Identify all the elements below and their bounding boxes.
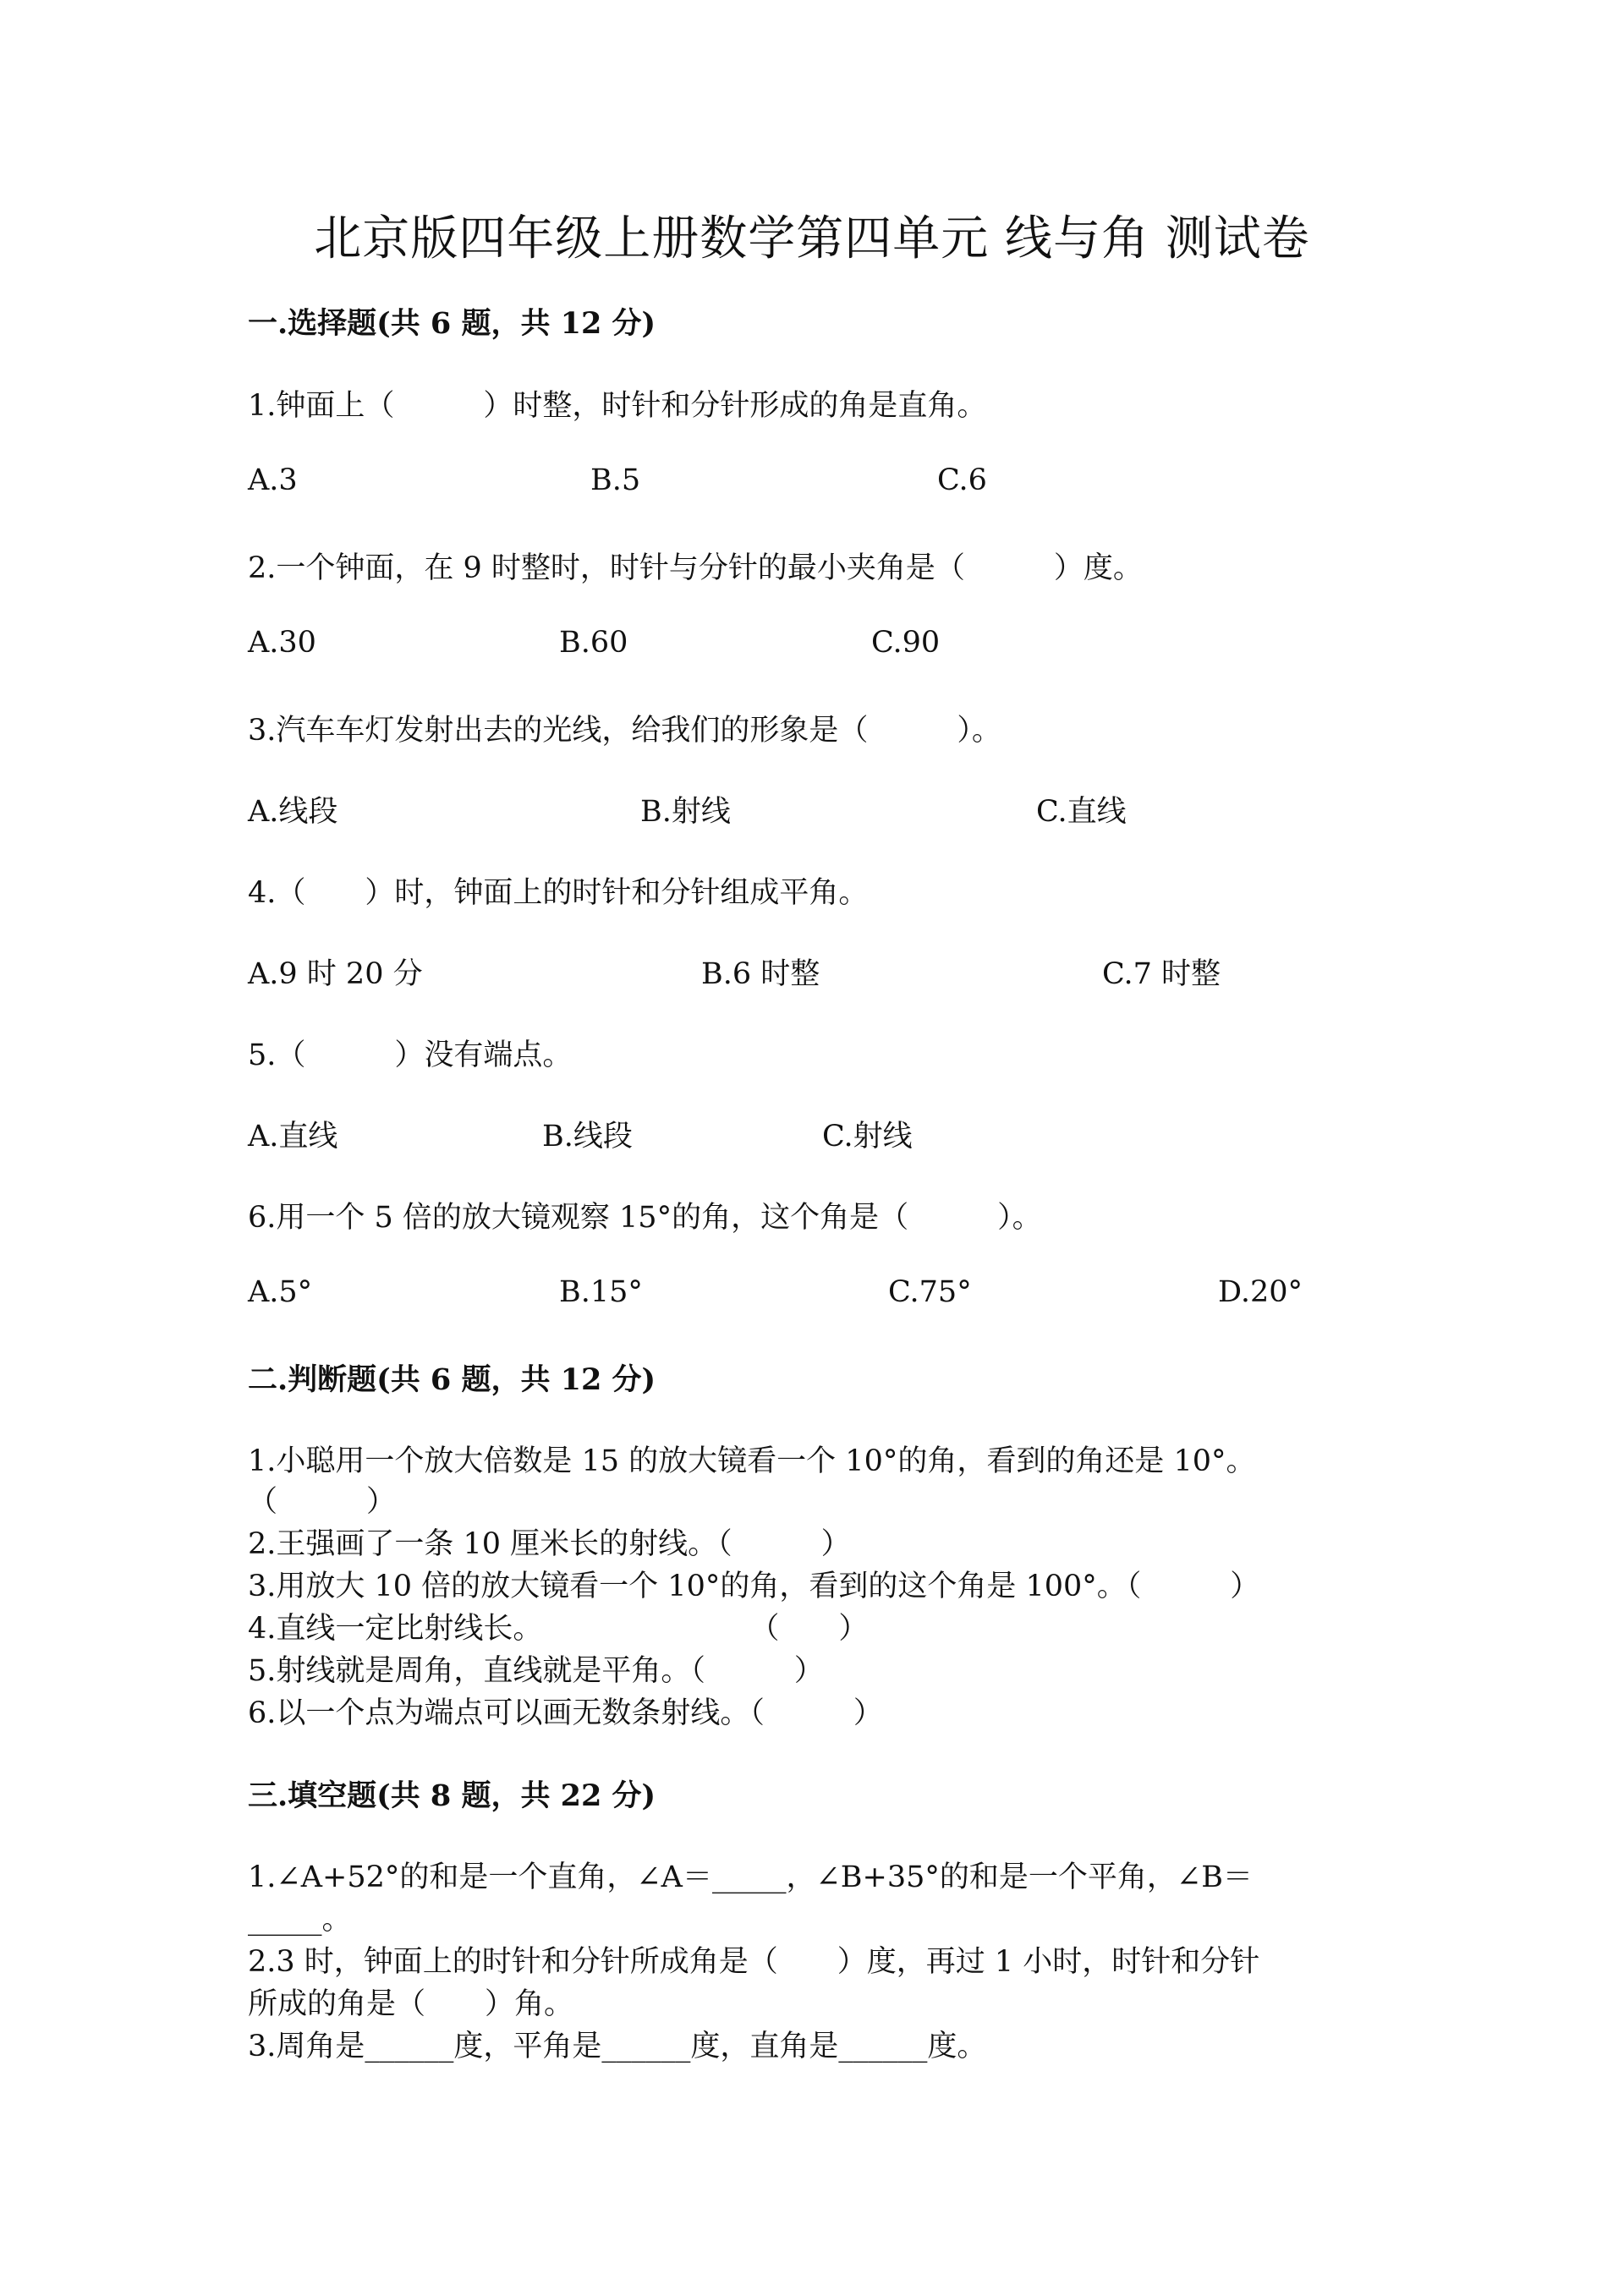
q4-option-c: C.7 时整: [1102, 957, 1221, 991]
q1-option-a: A.3: [248, 463, 298, 497]
q2-option-a: A.30: [248, 626, 316, 660]
q6-option-a: A.5°: [248, 1275, 313, 1309]
fill-line-2: 2.3 时，钟面上的时针和分针所成角是（ ）度，再过 1 小时，时针和分针: [248, 1945, 1260, 1979]
judgement-line-1: 1.小聪用一个放大倍数是 15 的放大镜看一个 10°的角，看到的角还是 10°。: [248, 1444, 1256, 1478]
q5-option-a: A.直线: [248, 1120, 338, 1153]
q2-option-b: B.60: [559, 626, 628, 660]
section-heading-judgement: 二.判断题(共 6 题，共 12 分): [248, 1362, 656, 1397]
question-6: 6.用一个 5 倍的放大镜观察 15°的角，这个角是（ ）。: [248, 1201, 1042, 1235]
question-4: 4.（ ）时，钟面上的时针和分针组成平角。: [248, 876, 869, 910]
q2-option-c: C.90: [871, 626, 941, 660]
question-2: 2.一个钟面，在 9 时整时，时针与分针的最小夹角是（ ）度。: [248, 551, 1143, 585]
q6-option-d: D.20°: [1218, 1275, 1303, 1309]
section-heading-choice: 一.选择题(共 6 题，共 12 分): [248, 306, 656, 341]
judgement-line-3: 3.用放大 10 倍的放大镜看一个 10°的角，看到的这个角是 100°。（ ）: [248, 1570, 1260, 1603]
fill-line-1-cont: _____。: [248, 1903, 352, 1937]
fill-line-1: 1.∠A+52°的和是一个直角，∠A＝_____，∠B+35°的和是一个平角，∠B＝: [248, 1860, 1253, 1894]
q3-option-c: C.直线: [1036, 795, 1127, 829]
fill-line-3: 3.周角是______度，平角是______度，直角是______度。: [248, 2030, 987, 2063]
q6-option-b: B.15°: [559, 1275, 643, 1309]
q5-option-c: C.射线: [822, 1120, 913, 1153]
q1-option-b: B.5: [590, 463, 641, 497]
judgement-line-5: 5.射线就是周角，直线就是平角。（ ）: [248, 1654, 824, 1688]
q6-option-c: C.75°: [888, 1275, 972, 1309]
judgement-line-2: 2.王强画了一条 10 厘米长的射线。（ ）: [248, 1527, 851, 1561]
q4-option-a: A.9 时 20 分: [248, 957, 423, 991]
q1-option-c: C.6: [937, 463, 987, 497]
q3-option-b: B.射线: [640, 795, 731, 829]
section-heading-fill-blank: 三.填空题(共 8 题，共 22 分): [248, 1778, 656, 1813]
question-5: 5.（ ）没有端点。: [248, 1038, 573, 1072]
judgement-line-6: 6.以一个点为端点可以画无数条射线。（ ）: [248, 1696, 883, 1730]
q4-option-b: B.6 时整: [701, 957, 820, 991]
question-3: 3.汽车车灯发射出去的光线，给我们的形象是（ ）。: [248, 714, 1001, 748]
question-1: 1.钟面上（ ）时整，时针和分针形成的角是直角。: [248, 389, 987, 423]
fill-line-2-cont: 所成的角是（ ）角。: [248, 1987, 574, 2021]
q3-option-a: A.线段: [248, 795, 338, 829]
q5-option-b: B.线段: [542, 1120, 633, 1153]
judgement-line-4: 4.直线一定比射线长。 （ ）: [248, 1612, 869, 1646]
page-title: 北京版四年级上册数学第四单元 线与角 测试卷: [314, 211, 1310, 266]
judgement-line-1-brackets: （ ）: [248, 1485, 397, 1519]
